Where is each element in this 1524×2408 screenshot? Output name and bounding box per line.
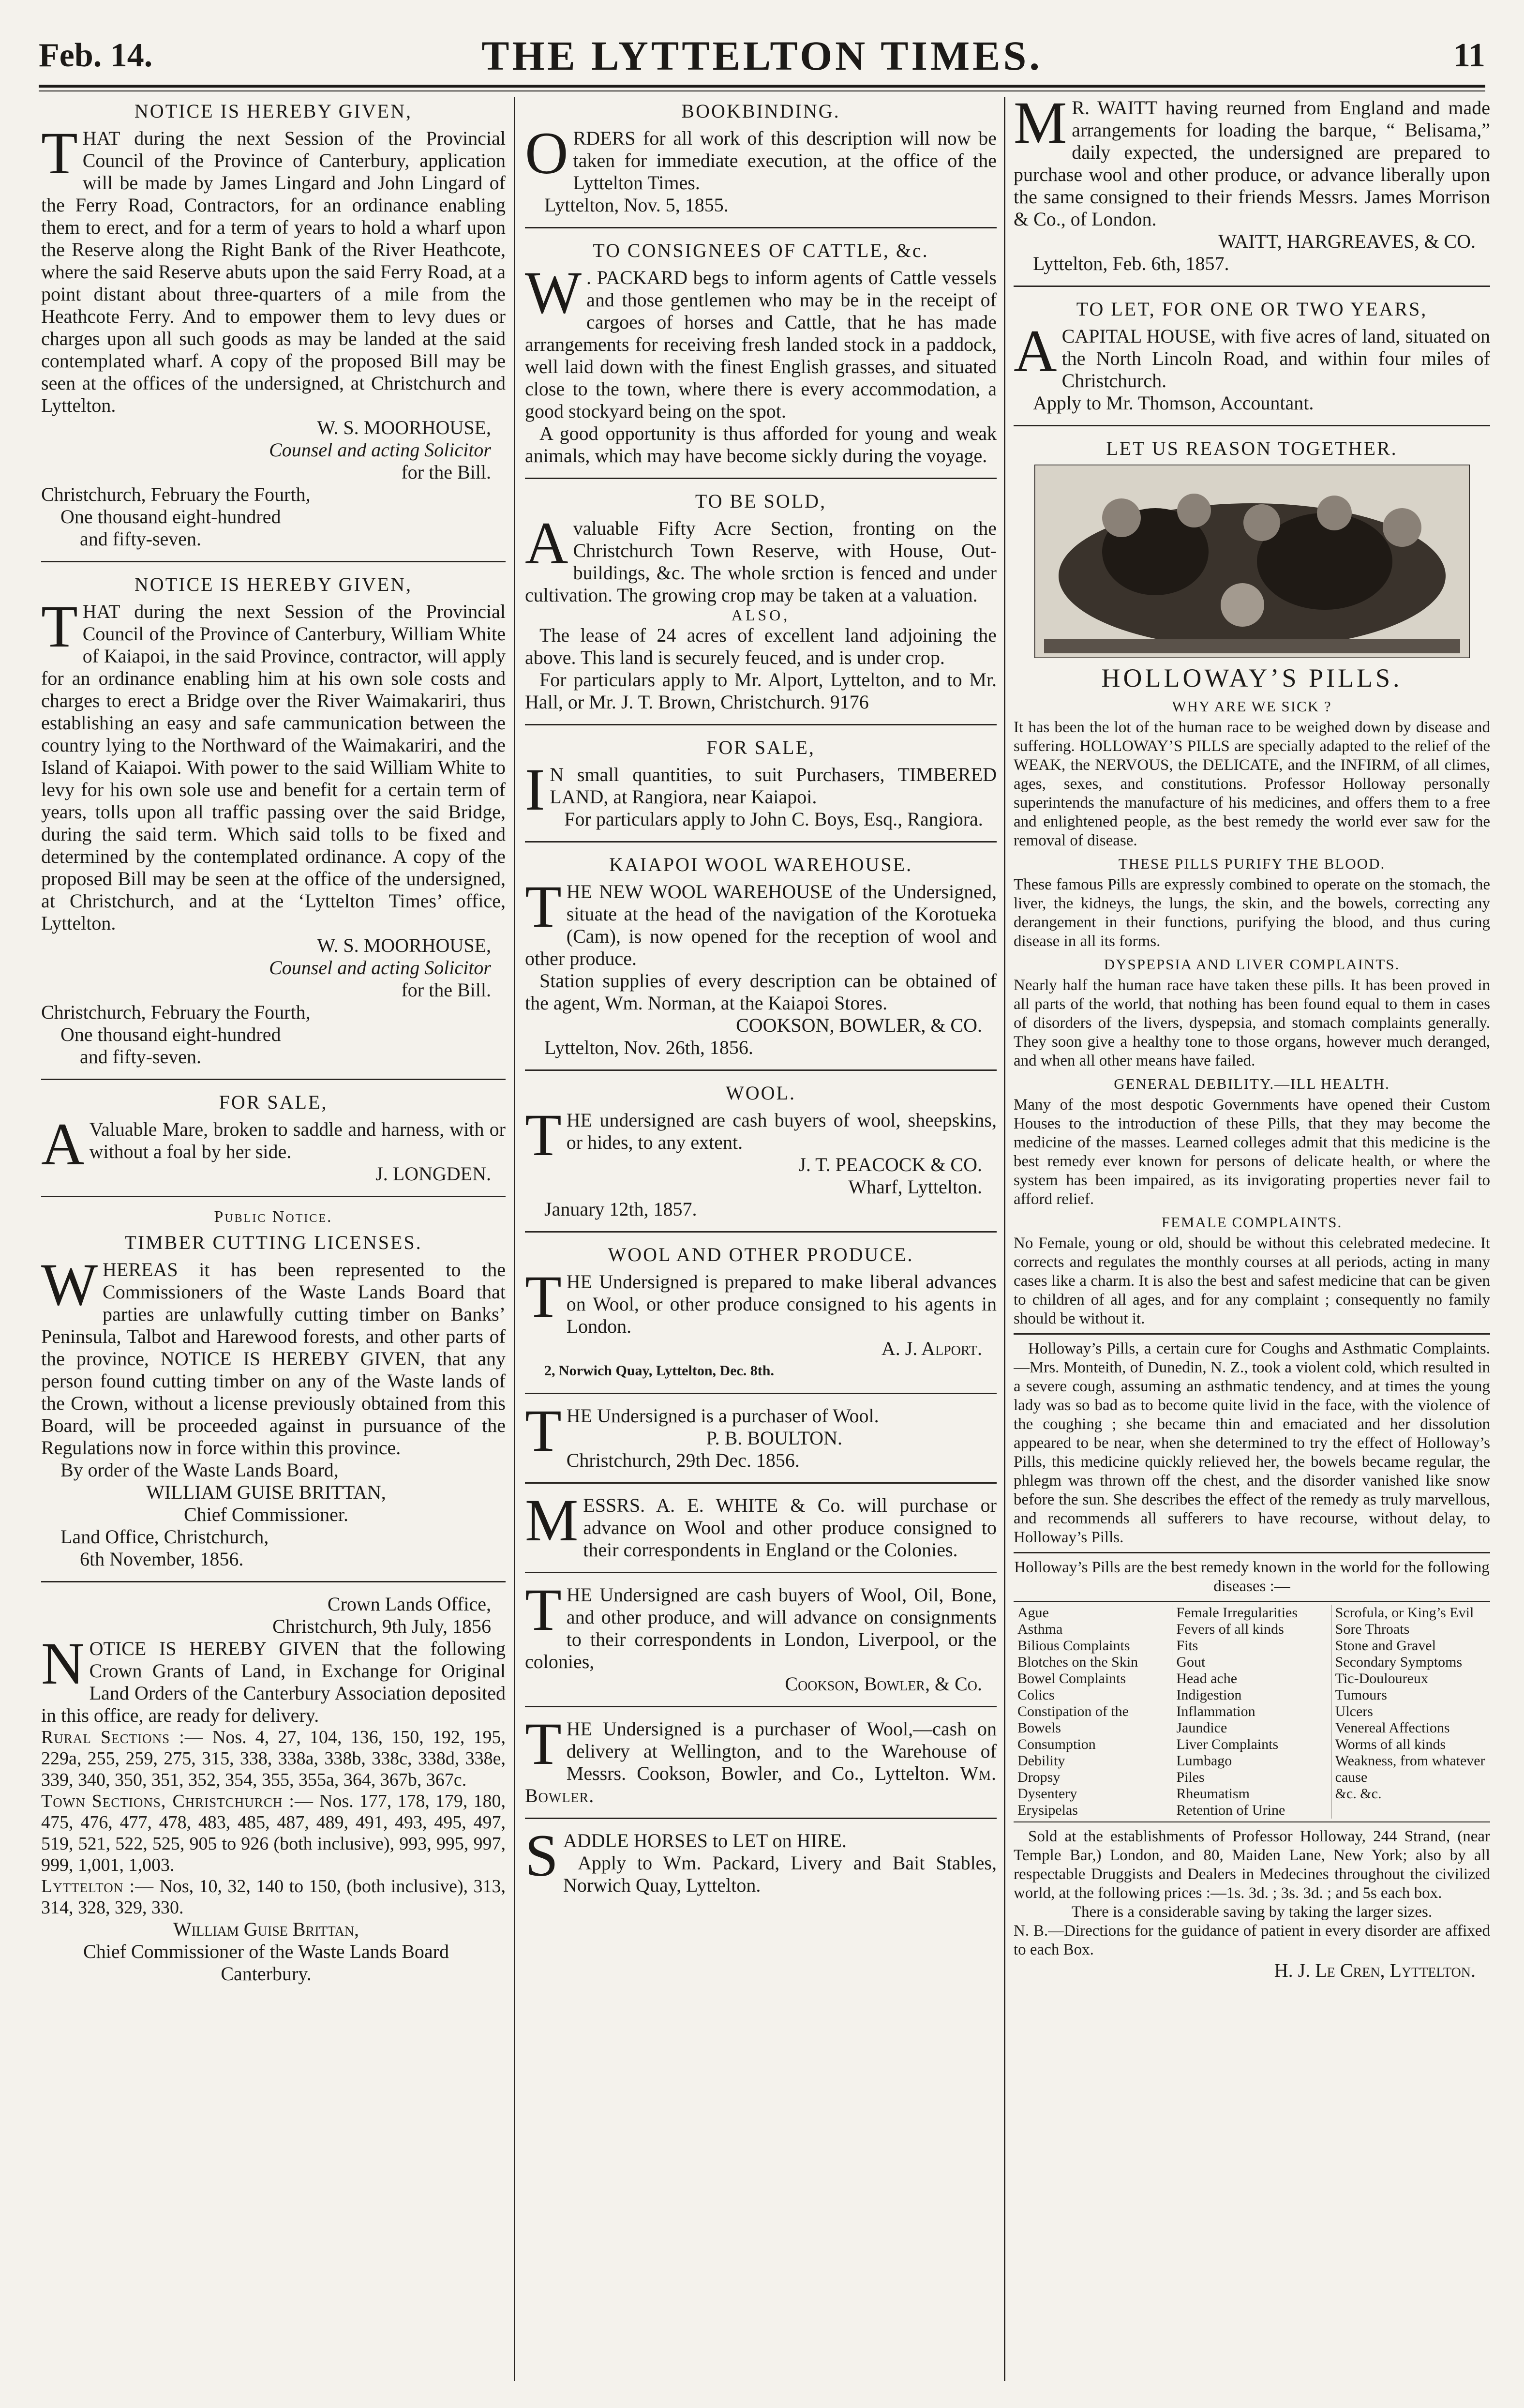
signature: A. J. Alport.	[881, 1338, 982, 1359]
ad-date: Lyttelton, Feb. 6th, 1857.	[1033, 253, 1229, 274]
ad-text: For particulars apply to John C. Boys, Esq., Rangiora.	[564, 808, 983, 830]
disease-item: Retention of Urine	[1176, 1802, 1285, 1818]
disease-item: Dropsy	[1017, 1769, 1061, 1785]
signature: WAITT, HARGREAVES, & CO.	[1218, 230, 1476, 252]
column-2	[525, 97, 997, 2391]
ad-title: TO LET, FOR ONE OR TWO YEARS,	[1076, 298, 1428, 320]
disease-item: Lumbago	[1176, 1753, 1232, 1769]
signature: W. S. MOORHOUSE,	[317, 934, 491, 956]
notice-crown-grants	[41, 1593, 506, 1985]
divider	[525, 1069, 997, 1071]
lot-numbers: Nos, 10, 32, 140 to 150, (both inclusive), 313, 314, 328, 329, 330.	[41, 1876, 506, 1918]
column-1	[41, 97, 506, 2391]
notice-text: HAT during the next Session of the Provincial Council of the Province of Canterbury, application will be made by James Lingard and John Lingard of the Ferry Road, Contractors, for an ordinance enabling them to erect, and for a term of years to hold a wharf upon the Reserve along the Right Bank of the River Heathcote, where the said Reserve abuts upon the said Ferry Road, at a point distant about three-quarters of a mile from the Heathcote Ferry. And to empower them to levy dues or charges upon all such goods as may be landed at the said contemplated wharf. A copy of the proposed Bill may be seen at the offices of the undersigned, at Christchurch and Lyttelton.	[41, 127, 506, 416]
dropcap: N	[41, 1630, 85, 1697]
notice-text: HAT during the next Session of the Provincial Council of the Province of Canterbury, William White of Kaiapoi, in the said Province, contractor, will apply for an ordinance enabling him at his own sole costs and charges to erect a Bridge over the River Waimakariri, thus establishing an easy and safe cammunication between the country lying to the Northward of the Waimakariri, and the Island of Kaiapoi. With power to the said William White to levy for his own sole use and benefit for a certain term of years, tolls upon all traffic passing over the said Bridge, during the said term. Which said tolls to be fixed and determined by the contemplated ordinance. A copy of the proposed Bill may be seen at the office of the undersigned, at Christchurch, and at the ‘Lyttelton Times’ office, Lyttelton.	[41, 601, 506, 934]
dropcap: W	[41, 1251, 98, 1318]
ad-title: LET US REASON TOGETHER.	[1106, 437, 1398, 459]
signature: J. T. PEACOCK & CO.	[798, 1154, 982, 1175]
disease-item: Ulcers	[1335, 1703, 1373, 1719]
disease-item: Consumption	[1017, 1736, 1096, 1752]
signature-role: for the Bill.	[401, 461, 491, 483]
notice-year: One thousand eight-hundred	[60, 506, 281, 527]
disease-item: Rheumatism	[1176, 1786, 1250, 1802]
ad-date: Christchurch, 29th Dec. 1856.	[566, 1449, 800, 1471]
dropcap: T	[525, 1711, 562, 1777]
header-rule-thin	[39, 90, 1485, 91]
disease-item: Secondary Symptoms	[1335, 1654, 1463, 1670]
divider	[525, 1572, 997, 1573]
dropcap: T	[525, 1577, 562, 1643]
ad-text: Apply to Mr. Thomson, Accountant.	[1033, 392, 1314, 414]
signature-place: Wharf, Lyttelton.	[848, 1176, 982, 1198]
disease-item: Piles	[1176, 1769, 1205, 1785]
notice-title: TIMBER CUTTING LICENSES.	[124, 1232, 422, 1253]
notice-wharf	[41, 100, 506, 550]
ad-date: Lyttelton, Nov. 26th, 1856.	[544, 1037, 753, 1058]
column-divider	[1004, 97, 1005, 2381]
signature-role: Chief Commissioner.	[184, 1504, 348, 1525]
ad-text: No Female, young or old, should be without this celebrated medecine. It corrects and regulates the monthly courses at all periods, acting in many cases like a charm. It is also the best and safest medicine that can be given to children of all ages, and for any complaint ; consequently no family should be without it.	[1014, 1234, 1490, 1327]
ad-text: For particulars apply to Mr. Alport, Lyttelton, and to Mr. Hall, or Mr. J. T. Brown, Christchurch.	[525, 669, 997, 713]
disease-item: Female Irregularities	[1176, 1605, 1298, 1621]
ad-text: Many of the most despotic Governments have opened their Custom Houses to the introduction of these Pills, that they may become the medicine of the masses. Learned colleges admit that this medicine is the best remedy ever known for persons of delicate health, or where the system has been impaired, as its invigorating properties never fail to afford relief.	[1014, 1096, 1490, 1208]
disease-item: Fits	[1176, 1638, 1198, 1654]
engraving-illustration	[1034, 465, 1470, 658]
signature-place: Canterbury.	[221, 1963, 312, 1985]
signature-role: Chief Commissioner of the Waste Lands Board	[83, 1941, 449, 1962]
disease-item: Colics	[1017, 1687, 1055, 1703]
dropcap: T	[41, 120, 78, 186]
ad-title: TO BE SOLD,	[695, 490, 827, 512]
ad-waitt	[1014, 97, 1490, 275]
disease-item: Gout	[1176, 1654, 1206, 1670]
disease-item: Venereal Affections	[1335, 1720, 1450, 1736]
section-heading: GENERAL DEBILITY.—ILL HEALTH.	[1114, 1075, 1390, 1092]
divider	[41, 1581, 506, 1582]
ad-text: HE undersigned are cash buyers of wool, sheepskins, or hides, to any extent.	[566, 1109, 997, 1153]
disease-item: Dysentery	[1017, 1786, 1077, 1802]
ad-timbered-land	[525, 736, 997, 830]
dropcap: A	[41, 1111, 85, 1177]
divider	[1014, 286, 1490, 287]
disease-item: Erysipelas	[1017, 1802, 1078, 1818]
notice-year: and fifty-seven.	[80, 1046, 202, 1068]
issue-date: Feb. 14.	[39, 37, 153, 74]
ad-to-let	[1014, 298, 1490, 414]
disease-item: Jaundice	[1176, 1720, 1227, 1736]
disease-item: Bilious Complaints	[1017, 1638, 1130, 1654]
disease-item: &c. &c.	[1335, 1786, 1382, 1802]
ad-text: HE Undersigned are cash buyers of Wool, Oil, Bone, and other produce, and will advance on consignments to their correspondents in London, Liverpool, or the colonies,	[525, 1584, 997, 1672]
divider	[1014, 425, 1490, 426]
lot-label: Rural Sections :—	[41, 1727, 204, 1747]
divider	[41, 1196, 506, 1197]
disease-item: Fevers of all kinds	[1176, 1621, 1284, 1637]
notice-title: NOTICE IS HEREBY GIVEN,	[134, 573, 413, 595]
ad-date: January 12th, 1857.	[544, 1198, 697, 1220]
disease-item: Stone and Gravel	[1335, 1638, 1436, 1654]
dropcap: T	[525, 1264, 562, 1330]
signature-role: Counsel and acting Solicitor	[269, 439, 491, 461]
ad-text: HE NEW WOOL WAREHOUSE of the Undersigned, situate at the head of the navigation of the Korotueka (Cam), is now opened for the reception of wool and other produce.	[525, 881, 997, 969]
divider	[525, 841, 997, 843]
page-number: 11	[1453, 37, 1485, 74]
ad-testimonial: Holloway’s Pills, a certain cure for Coughs and Asthmatic Complaints.—Mrs. Monteith, of Dunedin, N. Z., took a violent cold, which resulted in a severe cough, assuming an asthmatic tendency, and at times the young lady was so bad as to become quite livid in the face, with the violence of the coughing ; she became thin and emaciated and her dissolution appeared to be near, when she determined to try the effect of Holloway’s Pills, this medicine quickly relieved her, the bowels became regular, the phlegm was thrown off the chest, and the disorder vanished like snow before the sun. She describes the effect of the remedy as truly marvellous, and recommends all sufferers to have recourse, without delay, to Holloway’s Pills.	[1014, 1340, 1490, 1546]
ad-title: WOOL AND OTHER PRODUCE.	[608, 1244, 914, 1265]
dropcap: A	[525, 510, 568, 576]
ad-text: Nearly half the human race have taken these pills. It has been proved in all parts of the world, that nothing has been found equal to them in cases of disorders of the livers, dyspepsia, and stomach complaints generally. They soon give a healthy tone to those organs, however much deranged, and when all other means have failed.	[1014, 977, 1490, 1069]
signature: P. B. BOULTON.	[706, 1427, 842, 1449]
divider	[525, 1393, 997, 1394]
diseases-table	[1014, 1601, 1490, 1822]
notice-place: Christchurch, February the Fourth,	[41, 1001, 311, 1023]
lot-label: Lyttelton :—	[41, 1876, 154, 1896]
divider	[525, 1231, 997, 1233]
divider	[525, 227, 997, 228]
ad-title: BOOKBINDING.	[681, 100, 840, 122]
ad-text: Apply to Wm. Packard, Livery and Bait Stables, Norwich Quay, Lyttelton.	[563, 1852, 997, 1896]
ad-text: HE Undersigned is a purchaser of Wool,—cash on delivery at Wellington, and to the Warehouse of Messrs. Cookson, Bowler, and Co., Lyttelton.	[566, 1718, 997, 1784]
divider	[1014, 1333, 1490, 1335]
disease-item: Tic-Douloureux	[1335, 1671, 1428, 1686]
ad-text: It has been the lot of the human race to be weighed down by disease and suffering. HOLLOWAY’S PILLS are specially adapted to the relief of the WEAK, the NERVOUS, the DELICATE, and the INFIRM, of all climes, ages, sexes, and constitutions. Professor Holloway personally superintends the manufacture of his medicines, and offers them to a free and enlightened people, as the best remedy the world ever saw for the removal of disease.	[1014, 719, 1490, 849]
disease-item: Sore Throats	[1335, 1621, 1410, 1637]
disease-item: Worms of all kinds	[1335, 1736, 1446, 1752]
notice-order: By order of the Waste Lands Board,	[60, 1459, 339, 1481]
signature-role: Counsel and acting Solicitor	[269, 957, 491, 978]
ad-text: Sold at the establishments of Professor Holloway, 244 Strand, (near Temple Bar,) London, and 80, Maiden Lane, New York; also by all respectable Druggists and Dealers in Medecines throughout the civilized world, at the following prices :—1s. 3d. ; 3s. 3d. ; and 5s each box.	[1014, 1828, 1490, 1902]
ad-bowler	[525, 1711, 997, 1807]
notice-office: Crown Lands Office,	[327, 1593, 491, 1615]
ad-text: HE Undersigned is a purchaser of Wool.	[566, 1405, 879, 1427]
notice-date: 6th November, 1856.	[80, 1548, 244, 1570]
ad-text: Holloway’s Pills are the best remedy known in the world for the following diseases :—	[1014, 1559, 1490, 1595]
ad-text: There is a considerable saving by taking the larger sizes.	[1071, 1903, 1433, 1921]
ad-bookbinding	[525, 100, 997, 216]
disease-item: Ague	[1017, 1605, 1049, 1621]
dropcap: T	[525, 1102, 562, 1168]
ad-date: Lyttelton, Nov. 5, 1855.	[544, 194, 729, 216]
ad-to-be-sold	[525, 490, 997, 713]
notice-bridge	[41, 573, 506, 1068]
disease-item: Weakness, from whatever cause	[1335, 1753, 1485, 1785]
signature: Wm. Bowler.	[525, 1762, 997, 1806]
newspaper-title: THE LYTTELTON TIMES.	[481, 32, 1043, 79]
ad-text: N small quantities, to suit Purchasers, TIMBERED LAND, at Rangiora, near Kaiapoi.	[550, 764, 997, 808]
divider	[41, 561, 506, 562]
ad-headline: HOLLOWAY’S PILLS.	[1101, 663, 1403, 692]
signature-role: for the Bill.	[401, 979, 491, 1001]
ad-text: RDERS for all work of this description will now be taken for immediate execution, at the office of the Lyttelton Times.	[573, 127, 997, 194]
dropcap: T	[525, 1398, 562, 1464]
ad-saddle-horses	[525, 1822, 997, 1896]
disease-item: Bowel Complaints	[1017, 1671, 1126, 1686]
section-heading: DYSPEPSIA AND LIVER COMPLAINTS.	[1104, 956, 1400, 973]
divider	[525, 1706, 997, 1707]
divider	[1014, 1552, 1490, 1553]
ad-text: . PACKARD begs to inform agents of Cattle vessels and those gentlemen who may be in the receipt of cargoes of horses and Cattle, that he has made arrangements for receiving fresh landed stock in a paddock, well laid down with the finest English grasses, and situated close to the town, where there is every accommodation, a good stockyard being on the spot.	[525, 267, 997, 422]
divider	[41, 1079, 506, 1080]
notice-timber	[41, 1208, 506, 1570]
notice-place: Christchurch, February the Fourth,	[41, 483, 311, 505]
notice-year: One thousand eight-hundred	[60, 1023, 281, 1045]
dropcap: S	[525, 1822, 558, 1889]
masthead	[39, 27, 1485, 80]
disease-item: Head ache	[1176, 1671, 1238, 1686]
disease-item: Debility	[1017, 1753, 1065, 1769]
column-3	[1014, 97, 1490, 2391]
section-heading: WHY ARE WE SICK ?	[1172, 698, 1332, 715]
ad-text: N. B.—Directions for the guidance of patient in every disorder are affixed to each Box.	[1014, 1922, 1490, 1958]
ad-title: WOOL.	[726, 1082, 796, 1104]
dropcap: T	[525, 873, 562, 940]
ad-text: Station supplies of every description can be obtained of the agent, Wm. Norman, at the Kaiapoi Stores.	[525, 970, 997, 1014]
dropcap: O	[525, 120, 568, 186]
signature: COOKSON, BOWLER, & CO.	[736, 1014, 982, 1036]
disease-item: Asthma	[1017, 1621, 1063, 1637]
ad-white-co	[525, 1487, 997, 1561]
signature: William Guise Brittan,	[173, 1918, 359, 1940]
ad-text: HE Undersigned is prepared to make liberal advances on Wool, or other produce consigned to his agents in London.	[566, 1271, 997, 1337]
ad-text: R. WAITT having reurned from England and made arrangements for loading the barque, “ Belisama,” daily expected, the undersigned are prepared to purchase wool and other produce, or advance liberally upon the same consigned to their friends Messrs. James Morrison & Co., of London.	[1014, 97, 1490, 230]
ad-text: These famous Pills are expressly combined to operate on the stomach, the liver, the kidneys, the lungs, the skin, and the bowels, correcting any derangement in their functions, purifying the blood, and thus curing disease in all its forms.	[1014, 876, 1490, 950]
ad-wool	[525, 1082, 997, 1220]
ad-kaiapoi-wool	[525, 853, 997, 1059]
notice-title: NOTICE IS HEREBY GIVEN,	[134, 100, 413, 122]
notice-text: HEREAS it has been represented to the Commissioners of the Waste Lands Board that parties are unlawfully cutting timber on Banks’ Peninsula, Talbot and Harewood forests, and other parts of the province, NOTICE IS HEREBY GIVEN, that any person found cutting timber on any of the Waste lands of the Crown, without a license previously obtained from this Board, will be proceeded against in pursuance of the Regulations now in force within this province.	[41, 1259, 506, 1459]
divider	[525, 1818, 997, 1819]
ad-mare-for-sale	[41, 1091, 506, 1185]
signature: H. J. Le Cren, Lyttelton.	[1274, 1959, 1476, 1981]
ad-cookson-bowler	[525, 1577, 997, 1695]
dropcap: M	[1014, 97, 1067, 156]
dropcap: W	[525, 259, 582, 326]
signature: Cookson, Bowler, & Co.	[785, 1673, 982, 1695]
ad-title: TO CONSIGNEES OF CATTLE, &c.	[593, 240, 929, 261]
section-heading: THESE PILLS PURIFY THE BLOOD.	[1118, 855, 1386, 872]
disease-item: Scrofula, or King’s Evil	[1335, 1605, 1474, 1621]
diseases-column	[1331, 1605, 1490, 1819]
divider	[525, 1482, 997, 1484]
notice-date: Christchurch, 9th July, 1856	[272, 1615, 491, 1637]
disease-item: Inflammation	[1176, 1703, 1255, 1719]
diseases-column	[1172, 1605, 1331, 1819]
section-heading: FEMALE COMPLAINTS.	[1161, 1214, 1343, 1231]
dropcap: M	[525, 1487, 579, 1553]
ad-number: 9176	[830, 691, 869, 713]
ad-text: CAPITAL HOUSE, with five acres of land, situated on the North Lincoln Road, and within four miles of Christchurch.	[1061, 325, 1490, 391]
disease-item: Tumours	[1335, 1687, 1387, 1703]
signature: J. LONGDEN.	[375, 1163, 491, 1185]
ad-title: KAIAPOI WOOL WAREHOUSE.	[609, 854, 913, 875]
notice-place: Land Office, Christchurch,	[60, 1526, 269, 1548]
signature: WILLIAM GUISE BRITTAN,	[146, 1481, 386, 1503]
header-rule	[39, 85, 1485, 88]
divider	[525, 478, 997, 479]
ad-address: 2, Norwich Quay, Lyttelton, Dec. 8th.	[544, 1363, 774, 1379]
disease-item: Constipation of the Bowels	[1017, 1703, 1129, 1736]
disease-item: Indigestion	[1176, 1687, 1242, 1703]
ad-text: ESSRS. A. E. WHITE & Co. will purchase or advance on Wool and other produce consigned to their correspondents in England or the Colonies.	[583, 1494, 997, 1561]
lot-numbers: Nos. 177, 178, 179, 180, 475, 476, 477, 478, 483, 485, 487, 489, 491, 493, 495, 497, 519, 521, 522, 525, 905 to 926 (both inclusive), 993, 995, 997, 999, 1,001, 1,003.	[41, 1791, 506, 1875]
ad-boulton	[525, 1398, 997, 1472]
lot-label: Town Sections, Christchurch :—	[41, 1791, 314, 1811]
disease-item: Blotches on the Skin	[1017, 1654, 1138, 1670]
disease-item: Liver Complaints	[1176, 1736, 1279, 1752]
dropcap: A	[1014, 318, 1057, 384]
ad-also: ALSO,	[731, 606, 791, 624]
notice-year: and fifty-seven.	[80, 528, 202, 550]
ad-title: FOR SALE,	[219, 1091, 328, 1113]
ad-consignees-cattle	[525, 239, 997, 467]
lot-numbers: Nos. 4, 27, 104, 136, 150, 192, 195, 229a, 255, 259, 275, 315, 338, 338a, 338b, 338c, 338d, 338e, 339, 340, 350, 351, 352, 354, 355, 355a, 364, 367b, 367c.	[41, 1727, 506, 1790]
notice-text: OTICE IS HEREBY GIVEN that the following Crown Grants of Land, in Exchange for Original Land Orders of the Canterbury Association deposited in this office, are ready for delivery.	[41, 1638, 506, 1726]
divider	[525, 724, 997, 725]
notice-kicker: Public Notice.	[214, 1208, 333, 1226]
ad-text: ADDLE HORSES to LET on HIRE.	[563, 1830, 847, 1851]
diseases-column	[1014, 1605, 1172, 1819]
ad-text: The lease of 24 acres of excellent land adjoining the above. This land is securely feuced, and is under crop.	[525, 624, 997, 668]
ad-text: valuable Fifty Acre Section, fronting on the Christchurch Town Reserve, with House, Out-buildings, &c. The whole srction is fenced and under cultivation. The growing crop may be taken at a valuation.	[525, 517, 997, 606]
ad-wool-produce	[525, 1243, 997, 1382]
column-divider	[514, 97, 515, 2381]
dropcap: T	[41, 593, 78, 660]
signature: W. S. MOORHOUSE,	[317, 417, 491, 438]
ad-text: A good opportunity is thus afforded for young and weak animals, which may have become sickly during the voyage.	[525, 422, 997, 467]
ad-text: Valuable Mare, broken to saddle and harness, with or without a foal by her side.	[89, 1118, 506, 1162]
dropcap: I	[525, 756, 545, 823]
ad-holloways-pills	[1014, 437, 1490, 1982]
ad-title: FOR SALE,	[706, 737, 815, 758]
